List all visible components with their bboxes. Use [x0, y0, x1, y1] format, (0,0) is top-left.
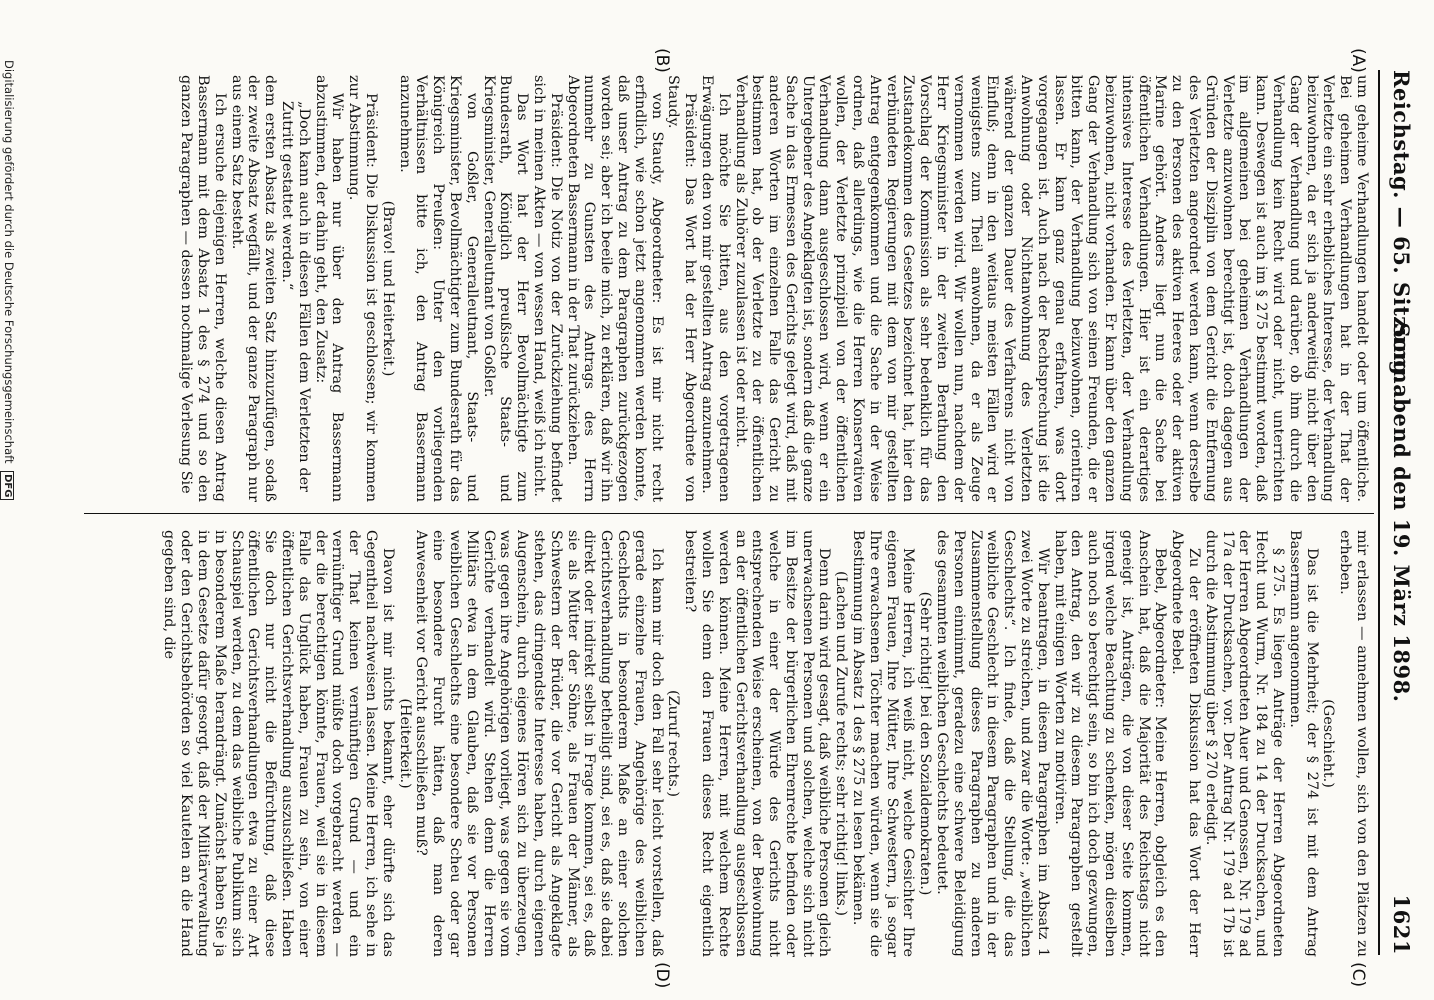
paragraph: Wir haben nur über den Antrag Bassermann abzustimmen, der dahin geht, den Zusatz:: [312, 75, 346, 502]
paragraph: Ich ersuche diejenigen Herren, welche diesen Antrag Bassermann mit dem Absatz 1 des § 274 und so den ganzen Paragraphen — dessen nochmalige Verlesung Sie: [178, 75, 228, 502]
paragraph: von Goßler, Generalleutnant, Staats- und Kriegsminister, Bevollmächtigter zum Bundesrath für das Königreich Preußen: Unter den vorliegenden Verhältnissen bitte ich, den Antrag Bassermann anzunehmen.: [396, 75, 480, 502]
paragraph: Zu der eröffneten Diskussion hat das Wort der Herr Abgeordnete Bebel.: [1169, 530, 1203, 957]
paragraph: Wir beantragen, in diesem Paragraphen im Absatz 1 zwei Worte zu streichen, und zwar die Worte: „weiblichen Geschlechts“. Ich finde, daß die Stellung, die das weibliche Geschlecht in diesem Paragraphen und in der Zusammenstellung dieses Paragraphen zu anderen Personen einnimmt, geradezu eine schwere Beleidigung des gesammten weiblichen Geschlechts bedeutet.: [934, 530, 1051, 957]
paragraph: Davon ist mir nichts bekannt, eher dürfte sich das Gegentheil nachweisen lassen. Meine Herren, ich sehe in der That keinen vernünftigen Grund — und ein vernünftiger Grund müßte doch vorgebracht werden — der die berechtigen könnte, Frauen, weil sie in diesem Falle das Unglück haben, Frauen zu sein, von einer öffentlichen Gerichtsverhandlung auszuschließen. Haben Sie doch nur nicht die Befürchtung, daß diese öffentlichen Gerichtsverhandlungen etwa zu einer Art Schauspiel werden, zu dem das weibliche Publikum sich in besonderem Maße herandrängt. Zunächst haben Sie ja in dem Gesetze dafür gesorgt, daß der Militärverwaltung oder den Gerichtsbehörden so viel Kautelen an die Hand gegeben sind, die: [161, 530, 396, 957]
paragraph: mir erlassen — annehmen wollen, sich von den Plätzen zu erheben.: [1337, 530, 1370, 957]
digitization-footer: [2, 60, 16, 960]
header-title: Reichstag. — 65. Sitzung.: [1389, 70, 1414, 384]
page-number: 1621: [1389, 894, 1414, 955]
interjection: (Heiterkeit.): [396, 698, 413, 789]
paragraph: Das Wort hat der Herr Bevollmächtigte zum Bundesrath, Königlich preußische Staats- und Kriegsminister, Generalleutnant von Goßler.: [480, 75, 531, 502]
paragraph: dem ersten Absatz als zweiten Satz hinzuzufügen, sodaß der zweite Absatz wegfällt, und der ganze Paragraph nur aus einem Satz besteht.: [228, 75, 279, 502]
margin-marker-d: (D): [652, 962, 672, 989]
paragraph: § 275. Es liegen Anträge der Herren Abgeordneten Hecht und Wurm, Nr. 184 zu 14 der Drucksachen, und der Herren Abgeordneten Auer und Genossen, Nr. 179 ad 17a der Drucksachen, vor. Der Antrag Nr. 179 ad 17b ist durch die Abstimmung über § 270 erledigt.: [1202, 530, 1287, 957]
footer-text: Digitalisierung gefördert durch die Deutsche Forschungsgemeinschaft: [2, 60, 16, 464]
paragraph: Ich möchte Sie bitten, aus den vorgetragenen Erwägungen den von mir gestellten Antrag anzunehmen.: [698, 75, 732, 502]
paragraph: Präsident: Das Wort hat der Herr Abgeordnete von Staudy.: [665, 75, 699, 502]
quoted-amendment: „Doch kann auch in diesen Fällen dem Verletzten der Zutritt gestattet werden.“: [279, 101, 312, 492]
dfg-logo: DFG: [0, 471, 14, 500]
paragraph: Bebel, Abgeordneter: Meine Herren, obgleich es den Anschein hat, daß die Majorität des Reichstags nicht geneigt ist, Anträgen, die von dieser Seite kommen, irgend welche Beachtung zu schenken, mögen dieselben auch noch so berechtigt sein, so bin ich doch gezwungen, den Antrag, den wir zu diesem Paragraphen gestellt haben, mit einigen Worten zu motiviren.: [1051, 530, 1169, 957]
paragraph: Das ist die Mehrheit; der § 274 ist mit dem Antrag Bassermann angenommen.: [1286, 530, 1320, 957]
interjection: (Geschieht.): [1320, 699, 1337, 788]
paragraph: Präsident: Die Notiz von der Zurückziehung befindet sich in meinen Akten — von wessen Hand, weiß ich nicht.: [530, 75, 564, 502]
running-header: [1384, 70, 1414, 955]
margin-marker-c: (C): [1348, 962, 1368, 988]
paragraph: Denn darin wird gesagt, daß weibliche Personen gleich unerwachsenen Personen und solchen, welche sich nicht im Besitze der bürgerlichen Ehrenrechte befinden oder welche in einer der Würde des Gerichts nicht entsprechenden Weise erscheinen, von der Beiwohnung an der öffentlichen Gerichtsverhandlung ausgeschlossen werden können. Meine Herren, mit welchem Rechte wollen Sie denn den Frauen dieses Recht eigentlich bestreiten?: [682, 530, 833, 957]
paragraph: Ich kann mir doch den Fall sehr leicht vorstellen, daß gerade einzelne Frauen, Angehörige des weiblichen Geschlechts in besonderem Maße an einer solchen Gerichtsverhandlung betheiligt sind, sei es, daß sie dabei direkt oder indirekt selbst in Frage kommen, sei es, daß sie als Mütter der Söhne, als Frauen der Männer, als Schwestern der Brüder, die vor Gericht als Angeklagte stehen, das dringendste Interesse haben, durch eigenen Augenschein, durch eigenes Hören sich zu überzeugen, was gegen ihre Angehörigen vorliegt, was gegen sie vom Gerichte verhandelt wird. Stehen denn die Herren Militärs etwa in dem Glauben, daß sie vor Personen weiblichen Geschlechts eine besondere Scheu oder gar eine besondere Furcht hätten, daß man deren Anwesenheit vor Gericht ausschließen muß?: [413, 530, 665, 957]
interjection: (Sehr richtig! bei den Sozialdemokraten.): [917, 591, 934, 896]
column-divider: [84, 513, 1374, 514]
interjection: (Bravo! und Heiterkeit.): [379, 200, 396, 377]
paragraph: um geheime Verhandlungen handelt oder um öffentliche. Bei geheimen Verhandlungen hat in der That der Verletzte ein sehr erhebliches Interesse, der Verhandlung beizuwohnen, da er sich ja anderweitig nicht über den Gang der Verhandlung und darüber, ob ihm durch die Verhandlung kein Recht wird oder nicht, unterrichten kann. Deswegen ist auch im § 275 bestimmt worden, daß im allgemeinen bei geheimen Verhandlungen der Verletzte anzuwohnen berechtigt ist, doch dagegen aus Gründen der Disziplin von dem Gericht die Entfernung des Verletzten angeordnet werden kann, wenn derselbe zu den Personen des aktiven Heeres oder der aktiven Marine gehört. Anders liegt nun die Sache bei öffentlichen Verhandlungen. Hier ist ein derartiges intensives Interesse des Verletzten, der Verhandlung beizuwohnen, nicht vorhanden. Er kann über den ganzen Gang der Verhandlung sich von seinen Freunden, die er bitten kann, der Verhandlung beizuwohnen, orientiren lassen. Er kann ganz genau erfahren, was dort vorgegangen ist. Auch nach der Rechtsprechung ist die Anwohnung oder Nichtanwohnung des Verletzten während der ganzen Dauer des Verfahrens nicht von Einfluß; denn in den weitaus meisten Fällen wird er wenigstens zum Theil anwohnen, da er als Zeuge vernommen werden wird. Wir wollen nun, nachdem der Herr Kriegsminister in der zweiten Berathung den Vorschlag der Kommission als sehr bedenklich für das Zustandekommen des Gesetzes bezeichnet hat, hier den verbündeten Regierungen mit dem von mir gestellten Antrag entgegenkommen und die Sache in der Weise ordnen, daß allerdings, wie die Herren Konservativen wollen, der Verletzte prinzipiell von der öffentlichen Verhandlung dann ausgeschlossen wird, wenn er ein Untergebener des Angeklagten ist, sondern daß die ganze Sache in das Ermessen des Gerichts gelegt wird, daß mit anderen Worten im einzelnen Falle das Gericht zu bestimmen hat, ob der Verletzte zu der öffentlichen Verhandlung als Zuhörer zuzulassen ist oder nicht.: [732, 75, 1370, 502]
margin-marker-b: (B): [652, 48, 672, 73]
paragraph: Meine Herren, ich weiß nicht, welche Gesichter Ihre eigenen Frauen, Ihre Mütter, Ihre Schwestern, ja sogar Ihre erwachsenen Töchter machen würden, wenn sie die Bestimmung im Absatz 1 des § 275 zu lesen bekämen.: [850, 530, 917, 957]
left-column: [90, 75, 1370, 502]
margin-marker-a: (A): [1348, 48, 1368, 73]
header-date: Sonnabend den 19. März 1898.: [1389, 322, 1414, 703]
interjection: (Zuruf rechts.): [665, 689, 682, 797]
right-column: [90, 530, 1370, 957]
paragraph: von Staudy, Abgeordneter: Es ist mir nicht recht erfindlich, wie schon jetzt angenommen werden konnte, daß unser Antrag zu dem Paragraphen zurückgezogen worden sei; aber ich beeile mich, zu erklären, daß wir ihn nunmehr zu Gunsten des Antrags des Herrn Abgeordneten Bassermann in der That zurückziehen.: [564, 75, 665, 502]
header-rule: [1378, 70, 1380, 955]
paragraph: Präsident: Die Diskussion ist geschlossen; wir kommen zur Abstimmung.: [346, 75, 379, 502]
interjection: (Lachen und Zurufe rechts; sehr richtig! links.): [833, 570, 850, 917]
